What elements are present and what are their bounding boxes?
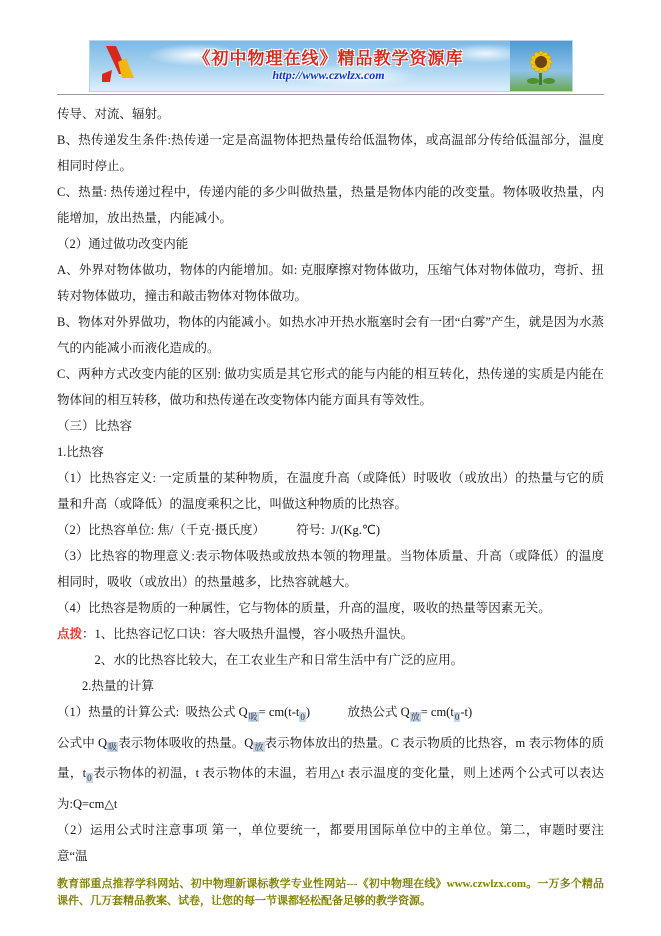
subscript-text: 吸: [248, 711, 258, 722]
paragraph: [57, 257, 604, 309]
banner-text-block: [148, 41, 510, 91]
paragraph: [57, 817, 604, 869]
text-run: C、两种方式改变内能的区别: 做功实质是其它形式的能与内能的相互转化，热传递的实质是内能在物体间的相互转移，做功和热传递在改变物体内能方面具有等效性。: [57, 367, 604, 407]
paragraph: [57, 621, 604, 647]
highlight-red-text: 点拨: [57, 627, 83, 641]
text-run: 传导、对流、辐射。: [57, 107, 170, 121]
paragraph: [57, 439, 604, 465]
paragraph: [57, 309, 604, 361]
header-divider: [57, 94, 604, 95]
site-banner: [89, 40, 573, 92]
text-run: 2、水的比热容比较大，在工农业生产和日常生活中有广泛的应用。: [57, 653, 464, 667]
text-run: = cm(t-t: [258, 705, 300, 719]
text-run: 1.比热容: [57, 445, 104, 459]
logo-icon: [98, 44, 140, 89]
site-logo: [90, 41, 148, 91]
site-url-link[interactable]: http://www.czwlzx.com: [272, 67, 385, 82]
text-run: （3）比热容的物理意义:表示物体吸热或放热本领的物理量。当物体质量、升高（或降低）的温度相同时，吸收（或放出）的热量越多，比热容就越大。: [57, 549, 604, 589]
text-run: B、热传递发生条件:热传递一定是高温物体把热量传给低温物体，或高温部分传给低温部分，温度相同时停止。: [57, 133, 604, 173]
subscript-text: 放: [410, 711, 420, 722]
text-run: （2）通过做功改变内能: [57, 237, 189, 251]
paragraph: [57, 673, 604, 699]
text-run: 表示物体的初温，t 表示物体的末温，若用△t 表示温度的变化量，则上述两个公式可以表达为:Q=cm△t: [57, 766, 604, 811]
subscript-text: 0: [454, 711, 460, 722]
text-run: （三）比热容: [57, 419, 133, 433]
paragraph: [57, 465, 604, 517]
text-run: C、热量: 热传递过程中，传递内能的多少叫做热量，热量是物体内能的改变量。物体吸收热量，内能增加，放出热量，内能减小。: [57, 185, 604, 225]
paragraph: [57, 647, 604, 673]
sunflower-icon: [518, 41, 564, 92]
paragraph: [57, 595, 604, 621]
banner-photo: [510, 41, 572, 91]
text-run: ：1、比热容记忆口诀：容大吸热升温慢，容小吸热升温快。: [82, 627, 414, 641]
text-run: 表示物体放出的热量。C 表示物质的比热容，m 表示物体的质量，t: [57, 735, 604, 780]
text-run: -t): [460, 705, 473, 719]
subscript-text: 吸: [108, 742, 118, 752]
text-run: B、物体对外界做功，物体的内能减小。如热水冲开热水瓶塞时会有一团“白雾”产生，就是因为水蒸气的内能减小而液化造成的。: [57, 315, 604, 355]
text-run: A、外界对物体做功，物体的内能增加。如: 克服摩擦对物体做功，压缩气体对物体做功，弯折、扭转对物体做功，撞击和敲击物体对物体做功。: [57, 263, 604, 303]
text-run: 表示物体吸收的热量。Q: [118, 735, 254, 750]
paragraph: [57, 517, 604, 543]
text-run: （2）运用公式时注意事项 第一，单位要统一，都要用国际单位中的主单位。第二，审题时要注意“温: [57, 822, 604, 863]
paragraph: [57, 231, 604, 257]
paragraph: [57, 361, 604, 413]
subscript-text: 放: [254, 742, 264, 752]
site-title: 《初中物理在线》精品教学资源库: [193, 49, 464, 69]
paragraph: [57, 101, 604, 127]
text-run: = cm(t: [420, 705, 454, 719]
paragraph: [57, 413, 604, 439]
text-run: （2）比热容单位: 焦/（千克·摄氏度） 符号: J/(Kg.℃): [57, 523, 381, 537]
paragraph: [57, 730, 604, 817]
text-run: ) 放热公式 Q: [305, 705, 410, 719]
footer-note: 教育部重点推荐学科网站、初中物理新课标教学专业性网站---《初中物理在线》www.czwlzx.com。一万多个精品课件、几万套精品教案、试卷，让您的每一节课都轻松配备足够的教学资源。: [57, 878, 604, 907]
text-run: （1）热量的计算公式: 吸热公式 Q: [57, 705, 248, 719]
paragraph: [57, 699, 604, 730]
paragraph: [57, 127, 604, 179]
text-run: 公式中 Q: [57, 735, 108, 750]
text-run: 2.热量的计算: [57, 679, 154, 693]
text-run: （4）比热容是物质的一种属性，它与物体的质量，升高的温度，吸收的热量等因素无关。: [57, 601, 551, 615]
page-header: [0, 0, 661, 95]
text-run: （1）比热容定义: 一定质量的某种物质，在温度升高（或降低）时吸收（或放出）的热量与它的质量和升高（或降低）的温度乘积之比，叫做这种物质的比热容。: [57, 471, 604, 511]
subscript-text: 0: [300, 711, 305, 722]
paragraph: [57, 179, 604, 231]
paragraph: [57, 543, 604, 595]
document-body: [57, 101, 604, 869]
subscript-text: 0: [87, 772, 92, 783]
